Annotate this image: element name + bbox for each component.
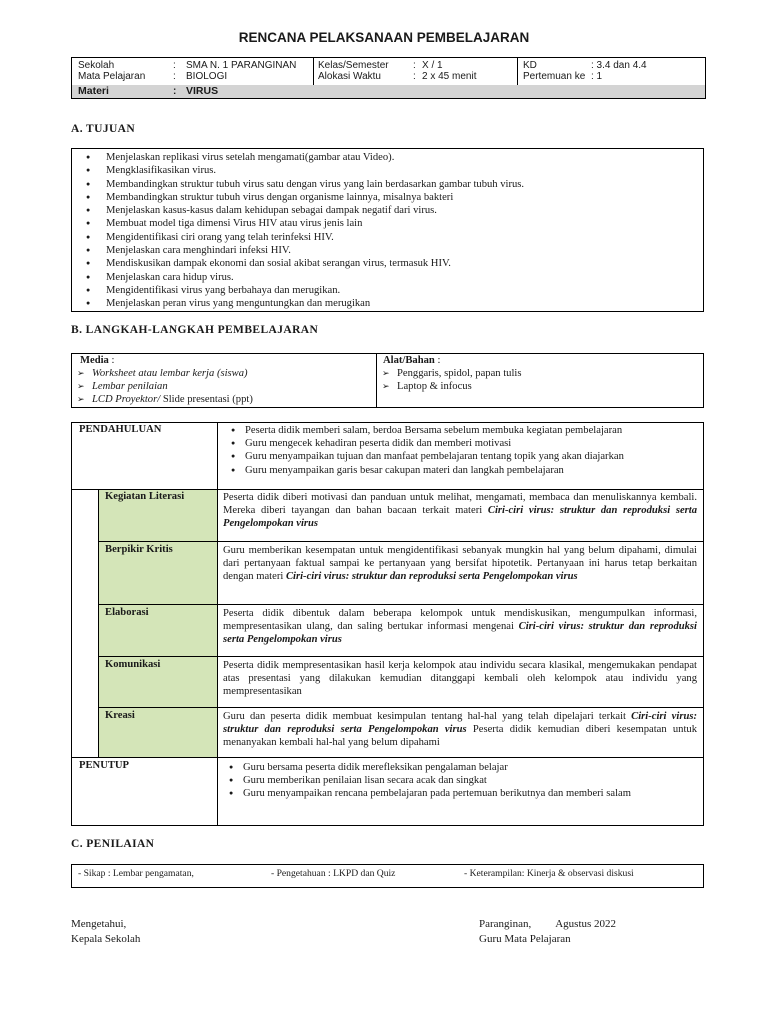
list-item: ● Mengidentifikasi virus yang berbahaya dan merugikan. <box>72 284 703 297</box>
list-item: ● Membuat model tiga dimensi Virus HIV atau virus jenis lain <box>72 217 703 230</box>
penutup-list <box>223 761 697 801</box>
kritis-label: Berpikir Kritis <box>105 544 173 555</box>
sekolah-value: SMA N. 1 PARANGINAN <box>186 60 297 71</box>
penutup-label: PENUTUP <box>79 760 130 771</box>
list-item: ● Mendiskusikan dampak ekonomi dan sosial akibat serangan virus, termasuk HIV. <box>72 257 703 270</box>
list-item: ● Guru memberikan penilaian lisan secara acak dan singkat <box>223 774 697 787</box>
list-item: ● Guru menyampaikan rencana pembelajaran pada pertemuan berikutnya dan memberi salam <box>223 787 697 800</box>
literasi-text: Peserta didik diberi motivasi dan panduan untuk melihat, mengamati, membaca dan menuliskannya kembali. Mereka diberi tayangan dan bahan bacaan terkait materi Ciri-ciri virus: struktur dan reproduksi serta Pengelompokan virus <box>223 492 698 529</box>
kelas-label: Kelas/Semester <box>318 60 389 71</box>
list-item: ● Membandingkan struktur tubuh virus dengan organisme lainnya, misalnya bakteri <box>72 191 703 204</box>
pertemuan-label: Pertemuan ke <box>523 71 586 82</box>
header-info-table <box>71 57 706 99</box>
tujuan-box <box>71 148 704 312</box>
colon: : <box>173 71 176 82</box>
divider <box>517 58 518 85</box>
list-item: ● Menjelaskan replikasi virus setelah mengamati(gambar atau Video). <box>72 151 703 164</box>
kd-value: : 3.4 dan 4.4 <box>591 60 647 71</box>
signature-right <box>479 917 616 947</box>
signature-left-line1: Mengetahui, <box>71 918 127 930</box>
kreasi-label: Kreasi <box>105 710 135 721</box>
pendahuluan-list <box>225 424 701 477</box>
list-item: ➢ Laptop & infocus <box>377 380 521 393</box>
materi-label: Materi <box>78 85 109 97</box>
pendahuluan-label: PENDAHULUAN <box>79 424 162 435</box>
signature-right-line2: Guru Mata Pelajaran <box>479 933 571 945</box>
header-row-1 <box>72 58 705 86</box>
divider <box>98 541 703 542</box>
tujuan-heading: A. TUJUAN <box>71 123 136 135</box>
penutup-cell <box>223 761 697 801</box>
list-item: ● Menjelaskan cara menghindari infeksi HIV. <box>72 244 703 257</box>
langkah-heading: B. LANGKAH-LANGKAH PEMBELAJARAN <box>71 324 319 336</box>
list-item: ● Menjelaskan kasus-kasus dalam kehidupan sebagai dampak negatif dari virus. <box>72 204 703 217</box>
list-item: ● Peserta didik memberi salam, berdoa Bersama sebelum membuka kegiatan pembelajaran <box>225 424 701 437</box>
list-item: ● Guru bersama peserta didik merefleksikan pengalaman belajar <box>223 761 697 774</box>
alokasi-label: Alokasi Waktu <box>318 71 381 82</box>
divider <box>98 656 703 657</box>
signature-left <box>71 917 140 947</box>
signature-place: Paranginan, <box>479 918 532 930</box>
list-item: ➢ Penggaris, spidol, papan tulis <box>377 367 521 380</box>
mapel-label: Mata Pelajaran <box>78 71 146 82</box>
penilaian-pengetahuan: - Pengetahuan : LKPD dan Quiz <box>271 868 396 879</box>
tujuan-list <box>72 151 703 311</box>
pertemuan-value: : 1 <box>591 71 603 82</box>
alokasi-value: 2 x 45 menit <box>422 71 477 82</box>
colon: : <box>173 86 177 97</box>
literasi-label: Kegiatan Literasi <box>105 491 185 502</box>
list-item: ● Menjelaskan cara hidup virus. <box>72 271 703 284</box>
list-item: ➢ LCD Proyektor/ Slide presentasi (ppt) <box>72 393 253 406</box>
list-item: ➢ Lembar penilaian <box>72 380 253 393</box>
komunikasi-text: Peserta didik mempresentasikan hasil kerja kelompok atau individu secara klasikal, mengemukakan pendapat atas presentasi yang dilakukan kemudian ditanggapi kembali oleh kelompok atau individu yang mempresentasikan <box>223 660 697 697</box>
kreasi-text: Guru dan peserta didik membuat kesimpulan tentang hal-hal yang telah dipelajari terkait Ciri-ciri virus: struktur dan reproduksi serta Pengelompokan virus Peserta didik kemudian diberi kesempatan untuk menanyakan kembali hal-hal yang belum dipahami <box>223 711 697 748</box>
materi-row <box>72 85 705 98</box>
list-item: ● Guru menyampaikan garis besar cakupan materi dan langkah pembelajaran <box>225 464 701 477</box>
media-table <box>71 353 704 408</box>
materi-value: VIRUS <box>186 85 219 97</box>
komunikasi-label: Komunikasi <box>105 659 161 670</box>
divider <box>98 707 703 708</box>
divider <box>98 489 99 757</box>
alat-column: Alat/Bahan : ➢ Penggaris, spidol, papan tulis ➢ Laptop & infocus <box>383 355 521 393</box>
media-label: Media <box>80 355 109 366</box>
penilaian-box <box>71 864 704 888</box>
kritis-text: Guru memberikan kesempatan untuk mengidentifikasi sebanyak mungkin hal yang belum dipahami, dimulai dari pertanyaan faktual sampai ke pertanyaan yang bersifat hipotetik. Pertanyaan ini harus tetap berkaitan dengan materi Ciri-ciri virus: struktur dan reproduksi serta Pengelompokan virus <box>223 545 697 582</box>
divider <box>98 604 703 605</box>
kelas-value: X / 1 <box>422 60 443 71</box>
penilaian-sikap: - Sikap : Lembar pengamatan, <box>78 868 194 879</box>
list-item: ➢ Worksheet atau lembar kerja (siswa) <box>72 367 253 380</box>
alat-list <box>377 367 521 393</box>
list-item: ● Guru menyampaikan tujuan dan manfaat pembelajaran tentang topik yang akan diajarkan <box>225 450 701 463</box>
list-item: ● Menjelaskan peran virus yang menguntungkan dan merugikan <box>72 297 703 310</box>
colon: : <box>173 60 176 71</box>
penilaian-keterampilan: - Keterampilan: Kinerja & observasi diskusi <box>464 868 634 879</box>
divider <box>72 489 703 490</box>
mapel-value: BIOLOGI <box>186 71 228 82</box>
kegiatan-table <box>71 422 704 826</box>
list-item: ● Guru mengecek kehadiran peserta didik dan memberi motivasi <box>225 437 701 450</box>
media-column: Media : ➢ Worksheet atau lembar kerja (siswa) ➢ Lembar penilaian ➢ LCD Proyektor/ Slide presentasi (ppt) <box>80 355 253 406</box>
signature-date: Agustus 2022 <box>555 918 617 930</box>
elaborasi-label: Elaborasi <box>105 607 149 618</box>
divider <box>217 423 218 825</box>
alat-label: Alat/Bahan <box>383 355 435 366</box>
elaborasi-text: Peserta didik dibentuk dalam beberapa kelompok untuk mendiskusikan, mengumpulkan informasi, mempresentasikan ulang, dan saling bertukar informasi mengenai Ciri-ciri virus: struktur dan reproduksi serta Pengelompokan virus <box>223 608 697 645</box>
list-item: ● Membandingkan struktur tubuh virus satu dengan virus yang lain berdasarkan gambar tubuh virus. <box>72 178 703 191</box>
signature-left-line2: Kepala Sekolah <box>71 933 141 945</box>
colon: : <box>413 60 416 71</box>
list-item: ● Mengidentifikasi ciri orang yang telah terinfeksi HIV. <box>72 231 703 244</box>
divider <box>313 58 314 85</box>
pendahuluan-cell <box>225 424 701 477</box>
kd-label: KD <box>523 60 537 71</box>
divider <box>72 757 703 758</box>
sekolah-label: Sekolah <box>78 60 115 71</box>
list-item: ● Mengklasifikasikan virus. <box>72 164 703 177</box>
colon: : <box>413 71 416 82</box>
document-title: RENCANA PELAKSANAAN PEMBELAJARAN <box>238 30 530 45</box>
penilaian-heading: C. PENILAIAN <box>71 838 155 850</box>
media-list <box>72 367 253 406</box>
